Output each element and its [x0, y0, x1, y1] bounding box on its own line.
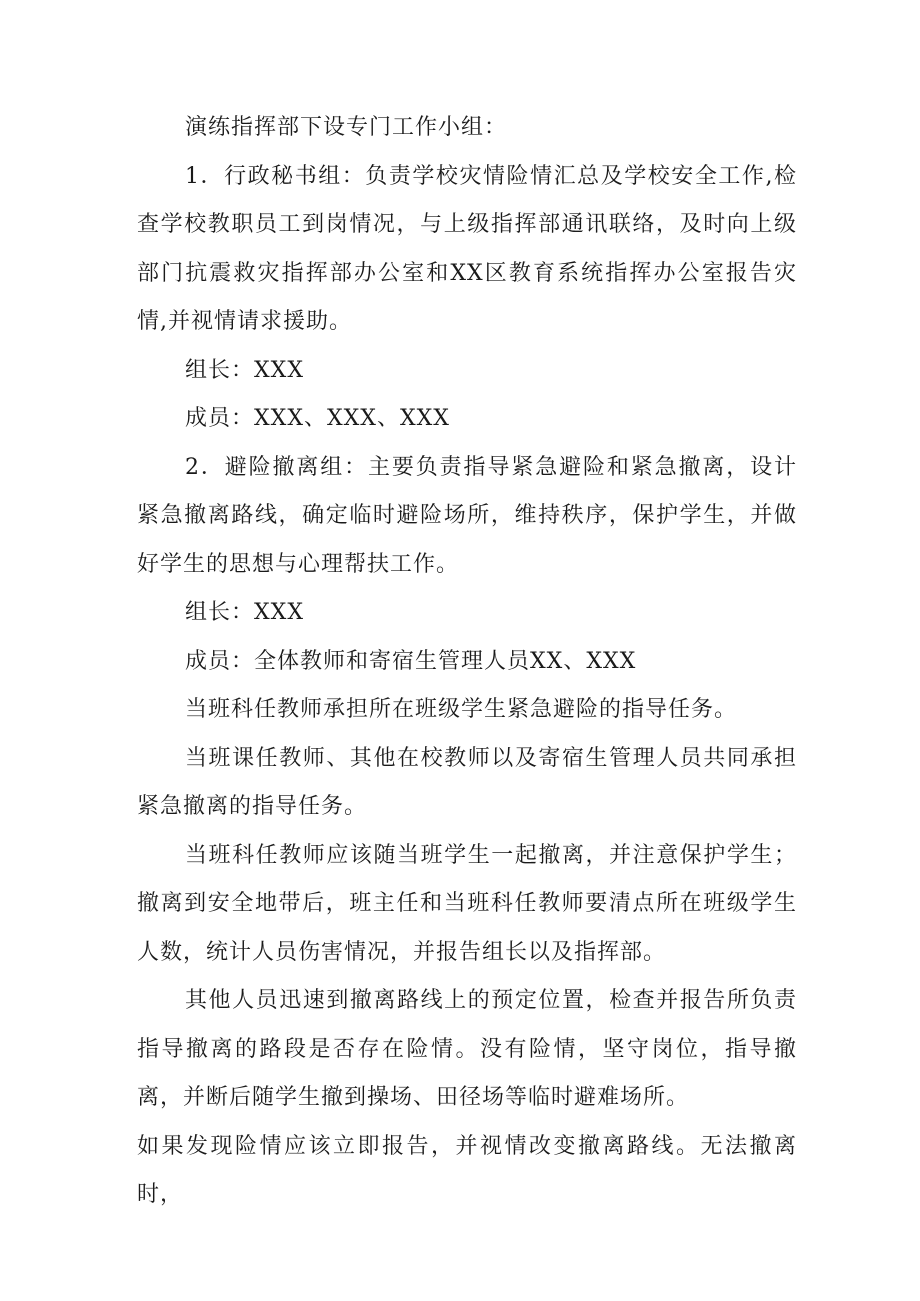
shared-task-paragraph: 当班课任教师、其他在校教师以及寄宿生管理人员共同承担紧急撤离的指导任务。	[137, 745, 797, 819]
admin-group-leader: 组长：XXX	[185, 357, 304, 383]
teacher-evacuation-paragraph: 当班科任教师应该随当班学生一起撤离，并注意保护学生；撤离到安全地带后，班主任和当班科任教师要清点所在班级学生人数，统计人员伤害情况，并报告组长以及指挥部。	[137, 842, 797, 965]
other-staff-paragraph: 其他人员迅速到撤离路线上的预定位置，检查并报告所负责指导撤离的路段是否存在险情。没有险情，坚守岗位，指导撤离，并断后随学生撤到操场、田径场等临时避难场所。	[137, 988, 797, 1110]
evacuation-group-paragraph: 2．避险撤离组：主要负责指导紧急避险和紧急撤离，设计紧急撤离路线，确定临时避险场所，维持秩序，保护学生，并做好学生的思想与心理帮扶工作。	[137, 454, 797, 577]
document-body	[137, 104, 797, 1220]
teacher-task-paragraph: 当班科任教师承担所在班级学生紧急避险的指导任务。	[185, 697, 738, 722]
evacuation-group-leader: 组长：XXX	[185, 600, 304, 625]
evacuation-group-members: 成员：全体教师和寄宿生管理人员XX、XXX	[185, 648, 637, 674]
admin-group-members: 成员：XXX、XXX、XXX	[185, 406, 450, 431]
admin-secretary-group-paragraph: 1．行政秘书组：负责学校灾情险情汇总及学校安全工作,检查学校教职员工到岗情况，与上级指挥部通讯联络，及时向上级部门抗震救灾指挥部办公室和XX区教育系统指挥办公室报告灾情,并视情请求援助。	[137, 163, 797, 334]
danger-report-paragraph: 如果发现险情应该立即报告，并视情改变撤离路线。无法撤离时，	[137, 1133, 797, 1207]
section-intro-paragraph: 演练指挥部下设专门工作小组：	[185, 115, 508, 140]
